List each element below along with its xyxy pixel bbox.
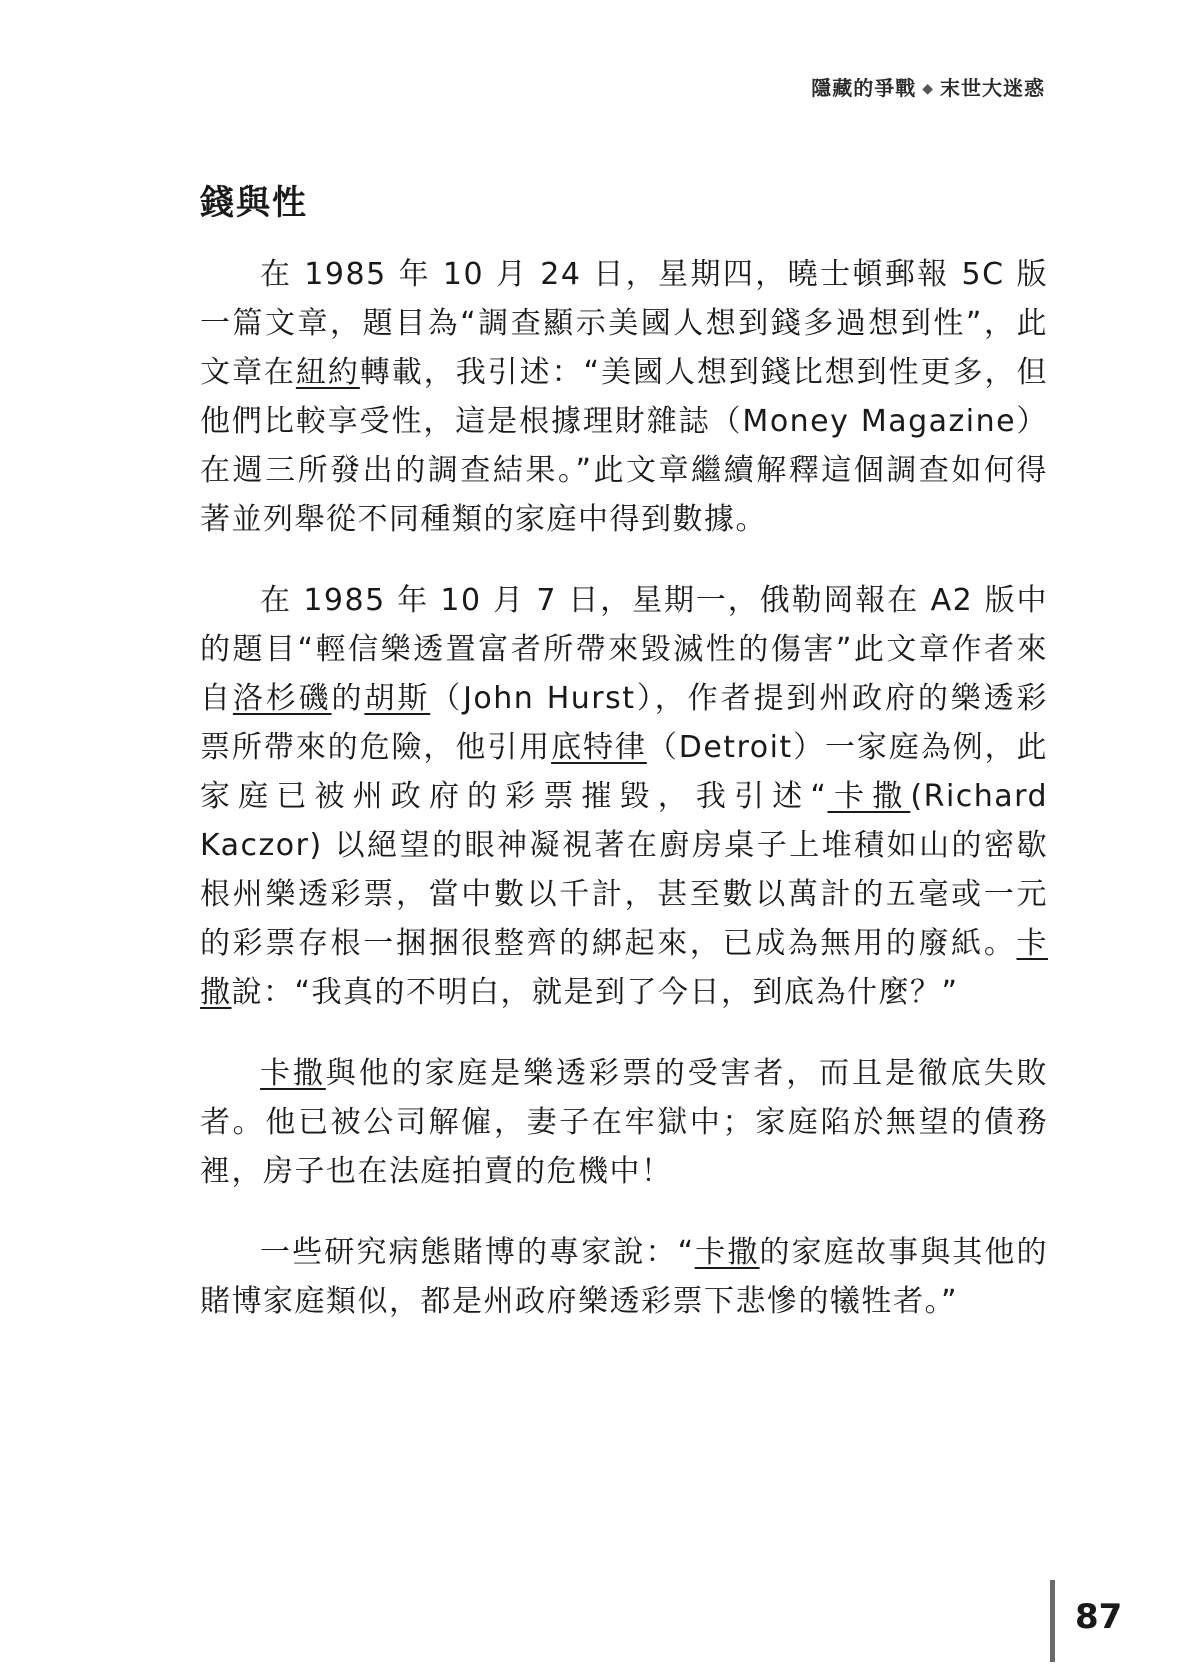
paragraph-1: [200, 250, 1048, 544]
text-run: 說：“我真的不明白，就是到了今日，到底為什麼？”: [231, 975, 959, 1010]
underlined-name: 卡撒: [694, 1235, 760, 1270]
underlined-name: 紐約: [295, 355, 360, 390]
underlined-name: 胡斯: [364, 681, 431, 716]
text-run: 在 1985 年 10 月 24 日，星期四，曉士頓郵報 5C 版一篇文章，題目為“調查顯示美國人想到錢多過想到性”，此文章在: [200, 257, 1048, 390]
underlined-name: 卡撒: [200, 926, 1048, 1010]
chapter-title: 錢與性: [200, 183, 308, 223]
text-run: 轉載，我引述：“美國人想到錢比想到性更多，但他們比較享受性，這是根據理財雜誌（Money Magazine）在週三所發出的調查結果。”此文章繼續解釋這個調查如何得著並列舉從不同種類的家庭中得到數據。: [200, 355, 1049, 537]
text-run: 的: [331, 681, 365, 716]
text-run: 在 1985 年 10 月 7 日，星期一，俄勒岡報在 A2 版中的題目“輕信樂透置富者所帶來毀滅性的傷害”此文章作者來自: [200, 583, 1048, 716]
text-run: 的家庭故事與其他的賭博家庭類似，都是州政府樂透彩票下悲慘的犧牲者。”: [200, 1235, 1049, 1319]
underlined-name: 卡撒: [260, 1056, 326, 1091]
paragraph-2: [200, 576, 1048, 1017]
page-number-rule: [1050, 1580, 1055, 1662]
body-text: [200, 250, 1048, 1358]
text-run: 與他的家庭是樂透彩票的受害者，而且是徹底失敗者。他已被公司解僱，妻子在牢獄中；家庭陷於無望的債務裡，房子也在法庭拍賣的危機中！: [200, 1056, 1049, 1189]
paragraph-3: [200, 1049, 1048, 1196]
text-run: (Richard Kaczor) 以絕望的眼神凝視著在廚房桌子上堆積如山的密歇根州樂透彩票，當中數以千計，甚至數以萬計的五毫或一元的彩票存根一捆捆很整齊的綁起來，已成為無用的廢紙。: [200, 779, 1049, 961]
page-number: 87: [1075, 1597, 1123, 1637]
paragraph-4: [200, 1228, 1048, 1326]
running-header: [811, 72, 1045, 101]
book-subtitle: 末世大迷惑: [940, 76, 1045, 100]
text-run: （John Hurst），作者提到州政府的樂透彩票所帶來的危險，他引用: [200, 681, 1049, 765]
underlined-name: 卡撒: [827, 779, 911, 814]
text-run: （Detroit）一家庭為例，此家庭已被州政府的彩票摧毀，我引述“: [200, 730, 1049, 814]
underlined-name: 底特律: [551, 730, 647, 765]
diamond-separator-icon: ◆: [922, 81, 934, 97]
text-run: 一些研究病態賭博的專家說：“: [260, 1235, 695, 1270]
underlined-name: 洛杉磯: [232, 681, 332, 716]
book-title: 隱藏的爭戰: [811, 76, 917, 100]
